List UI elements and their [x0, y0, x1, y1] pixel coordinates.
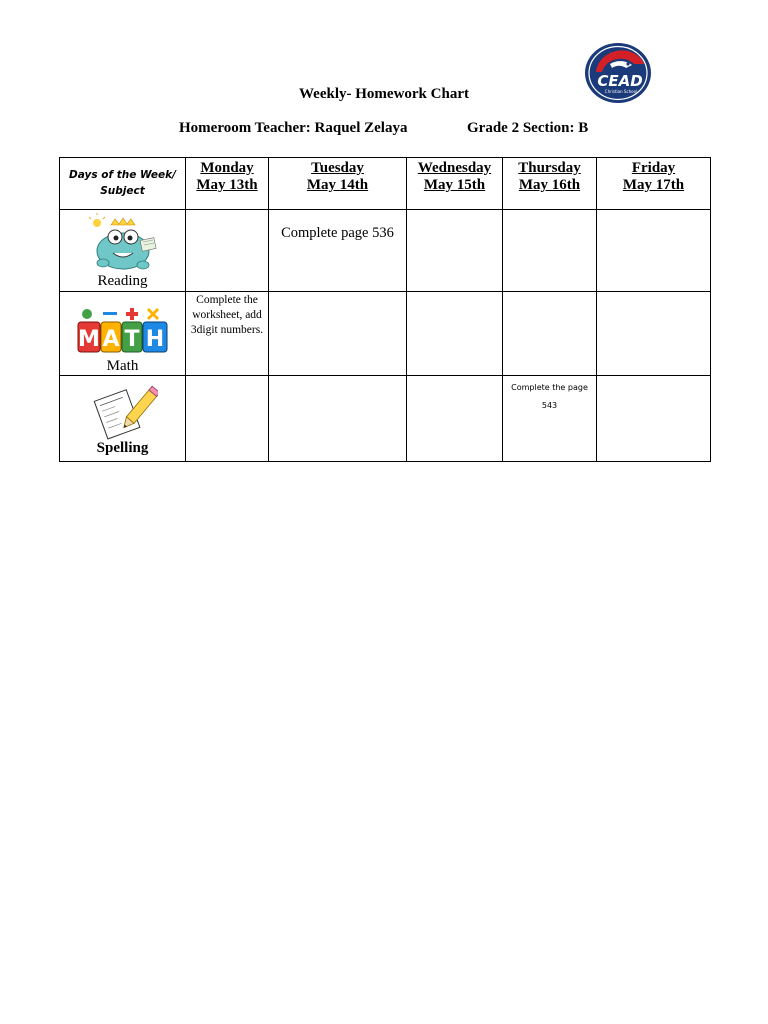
svg-text:H: H	[145, 327, 164, 352]
day-header-friday	[597, 158, 711, 210]
day-name: Friday	[631, 160, 676, 176]
day-date: May 14th	[306, 177, 369, 193]
header-row	[60, 158, 711, 210]
day-name: Thursday	[518, 160, 581, 176]
table-row-spelling	[60, 376, 711, 462]
day-date: May 16th	[518, 177, 581, 193]
day-date: May 13th	[196, 177, 258, 193]
day-date: May 17th	[622, 177, 685, 193]
subject-label: Reading	[97, 273, 148, 289]
math-letters-icon	[75, 306, 171, 358]
homework-cell	[407, 292, 503, 376]
subject-label: Spelling	[96, 440, 149, 456]
homework-cell: Complete page 536	[269, 210, 407, 292]
day-name: Monday	[200, 160, 254, 176]
homework-cell	[597, 292, 711, 376]
homework-cell	[407, 210, 503, 292]
svg-text:T: T	[123, 327, 140, 352]
reading-monster-icon	[83, 213, 163, 273]
homework-cell	[503, 292, 597, 376]
day-header-monday	[186, 158, 269, 210]
homework-cell: Complete the worksheet, add 3digit numbers.	[186, 292, 269, 376]
homework-cell	[269, 292, 407, 376]
homework-cell	[186, 210, 269, 292]
homework-cell	[597, 376, 711, 462]
svg-text:M: M	[77, 327, 100, 352]
day-header-wednesday	[407, 158, 503, 210]
svg-text:A: A	[101, 327, 120, 352]
logo-text: CEAD	[597, 72, 643, 90]
homework-cell	[407, 376, 503, 462]
homework-cell: Complete the page 543	[503, 376, 597, 462]
subject-cell-math	[60, 292, 186, 376]
table-row-math	[60, 292, 711, 376]
subject-cell-reading	[60, 210, 186, 292]
homework-cell	[503, 210, 597, 292]
homework-cell	[597, 210, 711, 292]
day-date: May 15th	[423, 177, 486, 193]
homework-cell	[269, 376, 407, 462]
page-title: Weekly- Homework Chart	[299, 86, 469, 102]
grade-section-line: Grade 2 Section: B	[467, 120, 589, 136]
logo-subtext: Christian School	[604, 89, 638, 94]
table-row-reading	[60, 210, 711, 292]
day-header-thursday	[503, 158, 597, 210]
corner-header: Days of the Week/ Subject	[60, 158, 186, 210]
subject-cell-spelling	[60, 376, 186, 462]
spelling-list-pencil-icon	[88, 384, 158, 440]
day-name: Tuesday	[311, 160, 364, 176]
subject-label: Math	[106, 358, 139, 374]
day-header-tuesday	[269, 158, 407, 210]
day-name: Wednesday	[417, 160, 492, 176]
homework-cell	[186, 376, 269, 462]
teacher-line: Homeroom Teacher: Raquel Zelaya	[179, 120, 408, 136]
homework-table	[59, 157, 711, 462]
